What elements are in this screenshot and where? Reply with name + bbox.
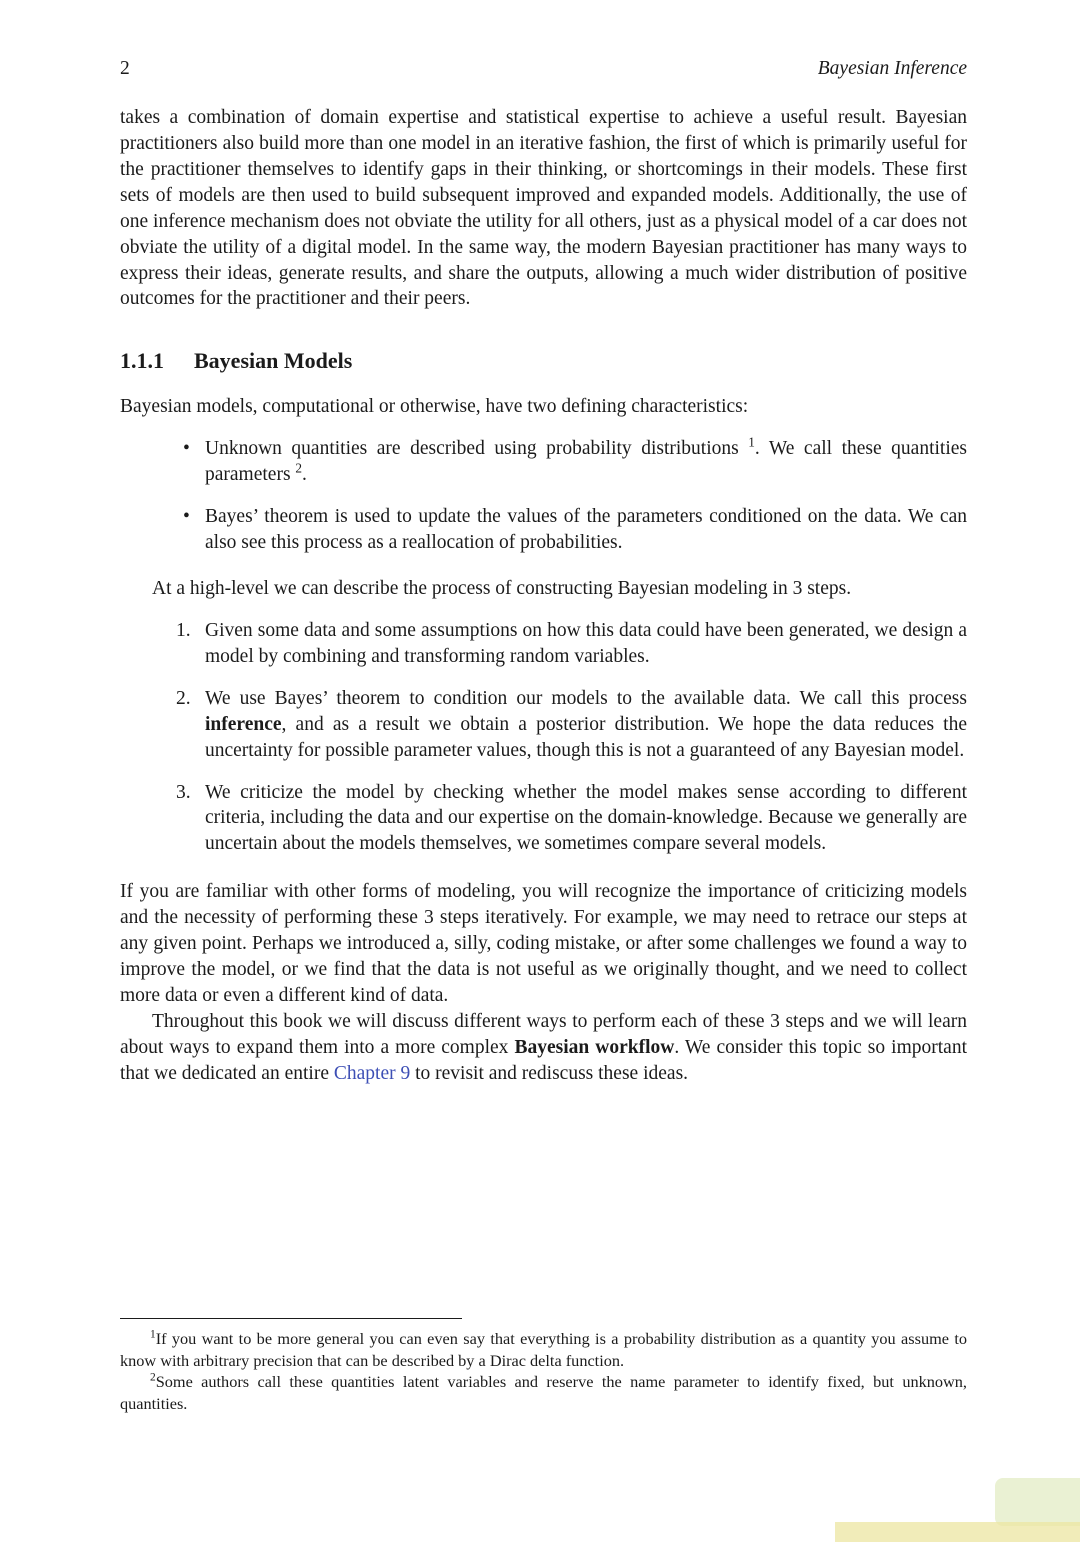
footnote-marker-2: 2: [150, 1371, 156, 1384]
list-item: [183, 504, 967, 556]
footnote: [120, 1328, 967, 1371]
closing-paragraph-1: If you are familiar with other forms of modeling, you will recognize the importance of criticizing models and the necessity of performing these 3 steps iteratively. For example, we may need to retrace our steps at any given point. Perhaps we introduced a, silly, coding mistake, or after some challenges we found a way to improve the model, or we find that the data is not useful as we originally thought, and we need to collect more data or even a different kind of data.: [120, 881, 967, 1006]
text-block: [120, 58, 967, 1087]
item-number: 3.: [176, 781, 191, 803]
bullet-marker: •: [183, 506, 190, 528]
list-item: [183, 434, 967, 488]
footnote-ref-1: 1: [748, 434, 755, 450]
footnote-block: [120, 1318, 967, 1415]
section-heading: [120, 348, 967, 374]
bayesian-workflow-term: Bayesian workflow: [514, 1036, 675, 1058]
intro-paragraph: takes a combination of domain expertise and statistical expertise to achieve a useful result. Bayesian practitioners also build more than one model in an iterative fashion, the first of which is primarily useful for the practitioner themselves to identify gaps in their thinking, or shortcomings in their models. These first sets of models are then used to build subsequent improved and expanded models. Additionally, the use of one inference mechanism does not obviate the utility for all others, just as a physical model of a car does not obviate the utility of a digital model. In the same way, the modern Bayesian practitioner has many ways to express their ideas, generate results, and share the outputs, allowing a much wider distribution of positive outcomes for the practitioner and their peers.: [120, 107, 967, 310]
scan-artifact-yellow: [835, 1522, 1080, 1542]
bullet-text: Bayes’ theorem is used to update the values of the parameters conditioned on the data. We can also see this process as a reallocation of probabilities.: [205, 506, 967, 554]
chapter-9-link[interactable]: Chapter 9: [333, 1062, 411, 1084]
footnote-rule: [120, 1318, 462, 1319]
scan-artifact-green: [995, 1478, 1080, 1526]
footnote-text: Some authors call these quantities latent variables and reserve the name parameter to identify fixed, but unknown, quantities.: [120, 1372, 967, 1414]
list-item: [176, 618, 967, 670]
item-number: 2.: [176, 687, 191, 709]
numbered-list: [120, 618, 967, 857]
item-number: 1.: [176, 619, 191, 641]
section-title: Bayesian Models: [194, 348, 353, 374]
steps-lead-paragraph: At a high-level we can describe the process of constructing Bayesian modeling in 3 steps.: [152, 577, 852, 599]
step-text: We use Bayes’ theorem to condition our models to the available data. We call this process inference, and as a result we obtain a posterior distribution. We hope the data reduces the uncertainty for possible parameter values, though this is not a guaranteed of any Bayesian model.: [205, 687, 967, 761]
list-item: [176, 780, 967, 858]
list-item: [176, 686, 967, 764]
section-number: 1.1.1: [120, 348, 164, 374]
running-title: Bayesian Inference: [817, 58, 967, 79]
page-header: [120, 58, 967, 80]
bullet-list: [120, 436, 967, 556]
footnote: [120, 1371, 967, 1414]
closing-paragraph-2: Throughout this book we will discuss different ways to perform each of these 3 steps and we will learn about ways to expand them into a more complex Bayesian workflow. We consider this topic so important that we dedicated an entire Chapter 9 to revisit and rediscuss these ideas.: [120, 1010, 967, 1084]
step-text: We criticize the model by checking whether the model makes sense according to different criteria, including the data and our expertise on the domain-knowledge. Because we generally are uncertain about the models themselves, we sometimes compare several models.: [205, 781, 967, 855]
section-lead-paragraph: Bayesian models, computational or otherwise, have two defining characteristics:: [120, 396, 749, 418]
bullet-text: Unknown quantities are described using probability distributions $^1$. We call these quantities parameters $^2$.: [205, 434, 967, 486]
inference-term: inference: [205, 713, 282, 735]
footnote-text: If you want to be more general you can even say that everything is a probability distribution as a quantity you assume to know with arbitrary precision that can be described by a Dirac delta function.: [120, 1329, 967, 1370]
page-number: 2: [120, 58, 130, 79]
footnote-ref-2: 2: [295, 460, 303, 476]
bullet-marker: •: [183, 438, 190, 460]
step-text: Given some data and some assumptions on how this data could have been generated, we design a model by combining and transforming random variables.: [205, 619, 967, 667]
footnote-marker-1: 1: [150, 1328, 156, 1341]
